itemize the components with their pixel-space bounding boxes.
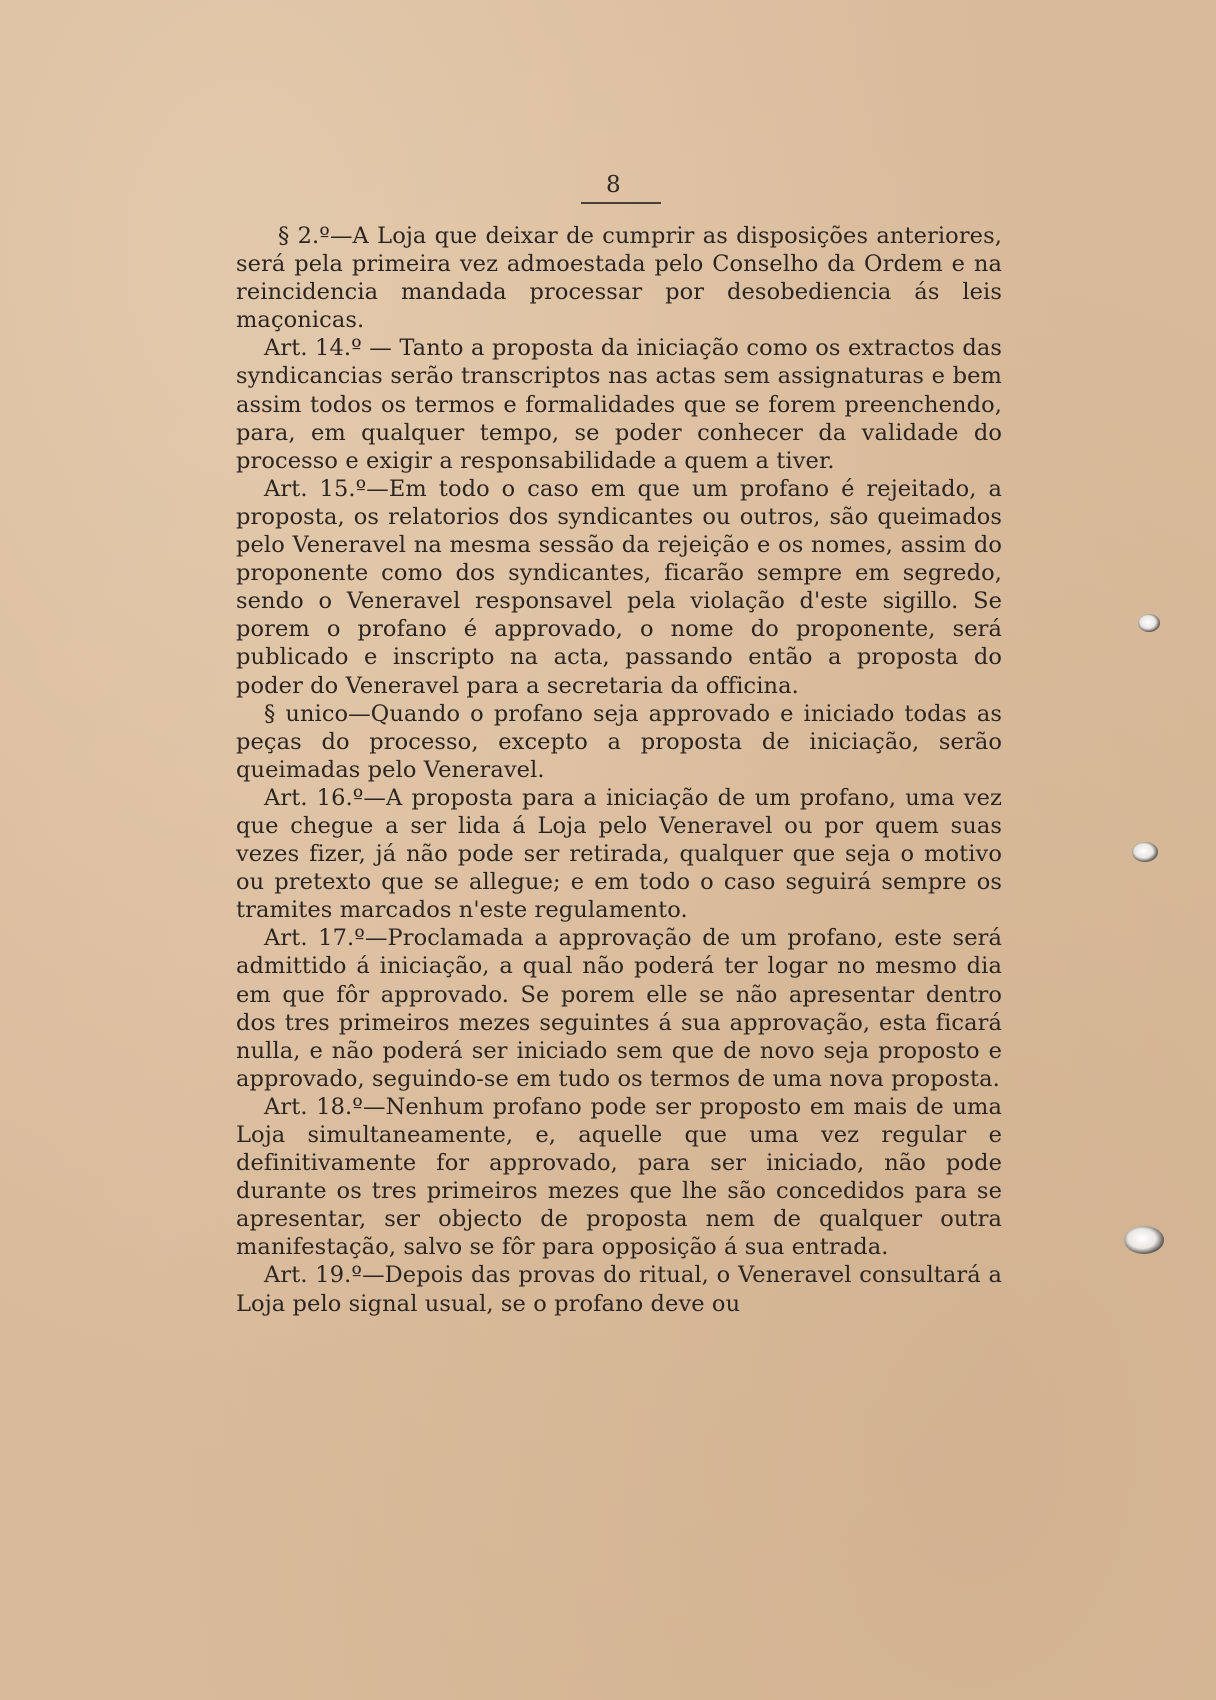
paragraph-section-unico: § unico—Quando o profano seja approvado e iniciado todas as peças do processo, excepto a proposta de iniciação, serão queimadas pelo Veneravel. [236,700,1002,783]
binding-hole-middle [1132,842,1158,862]
page-number: 8 [606,172,621,198]
paragraph-art-17: Art. 17.º—Proclamada a approvação de um profano, este será admittido á iniciação, a qual não poderá ter logar no mesmo dia em que fôr approvado. Se porem elle se não apresentar dentro dos tres primeiros mezes seguintes á sua approvação, esta ficará nulla, e não poderá ser iniciado sem que de novo seja proposto e approvado, seguindo-se em tudo os termos de uma nova proposta. [236,925,1002,1092]
page-number-rule [581,202,661,204]
paragraph-art-19: Art. 19.º—Depois das provas do ritual, o Veneravel consultará a Loja pelo signal usual, se o profano deve ou [236,1262,1002,1317]
paragraph-art-14: Art. 14.º — Tanto a proposta da iniciação como os extractos das syndicancias serão transcriptos nas actas sem assignaturas e bem assim todos os termos e formalidades que se forem preenchendo, para, em qualquer tempo, se poder conhecer da validade do processo e exigir a responsabilidade a quem a tiver. [236,335,1002,474]
body-text [236,222,1002,1318]
paragraph-art-18: Art. 18.º—Nenhum profano pode ser proposto em mais de uma Loja simultaneamente, e, aquelle que uma vez regular e definitivamente for approvado, para ser iniciado, não pode durante os tres primeiros mezes que lhe são concedidos para se apresentar, ser objecto de proposta nem de qualquer outra manifestação, salvo se fôr para opposição á sua entrada. [236,1093,1002,1261]
binding-hole-top [1138,614,1160,632]
paragraph-section-2: § 2.º—A Loja que deixar de cumprir as disposições anteriores, será pela primeira vez admoestada pelo Conselho da Ordem e na reincidencia mandada processar por desobediencia ás leis maçonicas. [236,223,1002,334]
paragraph-art-16: Art. 16.º—A proposta para a iniciação de um profano, uma vez que chegue a ser lida á Loja pelo Veneravel ou por quem suas vezes fizer, já não pode ser retirada, qualquer que seja o motivo ou pretexto que se allegue; e em todo o caso seguirá sempre os tramites marcados n'este regulamento. [236,784,1002,924]
binding-hole-bottom [1124,1226,1164,1254]
paragraph-art-15: Art. 15.º—Em todo o caso em que um profano é rejeitado, a proposta, os relatorios dos syndicantes ou outros, são queimados pelo Veneravel na mesma sessão da rejeição e os nomes, assim do proponente como dos syndicantes, ficarão sempre em segredo, sendo o Veneravel responsavel pela violação d'este sigillo. Se porem o profano é approvado, o nome do proponente, será publicado e inscripto na acta, passando então a proposta do poder do Veneravel para a secretaria da officina. [236,475,1002,699]
